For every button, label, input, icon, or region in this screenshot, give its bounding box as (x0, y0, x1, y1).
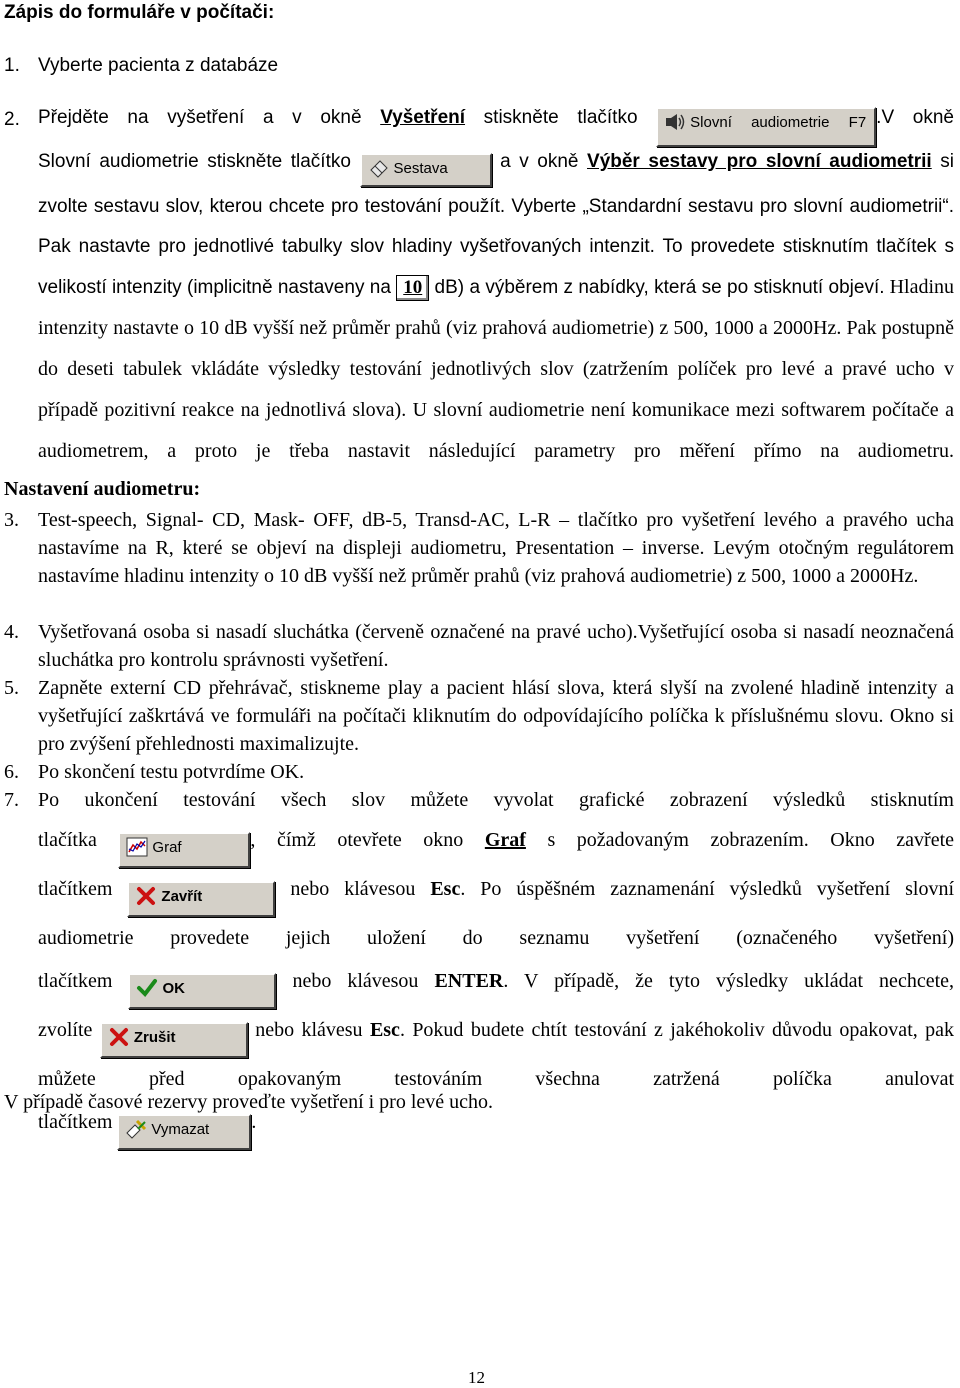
button-label: Zrušit (133, 1029, 176, 1046)
step-text: Vyšetřovaná osoba si nasadí sluchátka (červeně označené na pravé ucho).Vyšetřující osoba si nasadí neoznačená sluchátka pro kontrolu správnosti vyšetření. (38, 621, 954, 671)
text-run: nebo klávesou (292, 970, 435, 992)
text-run: zvolíte (38, 1019, 100, 1041)
text-run: tlačítkem (38, 970, 129, 992)
slovni-audiometrie-button[interactable] (656, 107, 876, 147)
text-run: Slovní audiometrie stiskněte tlačítko (38, 151, 360, 172)
zrusit-button[interactable] (100, 1022, 248, 1058)
step-text: Test-speech, Signal- CD, Mask- OFF, dB-5, Transd-AC, L-R – tlačítko pro vyšetření levého a pravého ucha nastavíme na R, které se objeví na displeji audiometru, Presentation – inverse. Levým otočným regulátorem nastavíme hladinu intenzity o 10 dB vyšší než průměr prahů (viz prahová audiometrie) z 500, 1000 a 2000Hz. (38, 509, 954, 587)
step-2 (0, 94, 954, 147)
step-number: 5. (4, 677, 19, 699)
window-name-vyber-sestavy: Výběr sestavy pro slovní audiometrii (587, 151, 932, 172)
step-4 (0, 618, 954, 674)
text-run: , čímž otevřete okno (250, 829, 485, 851)
intensity-value-box[interactable]: 10 (396, 275, 429, 301)
text-run: s požadovaným zobrazením. Okno zavřete (525, 829, 955, 851)
text-run: nebo klávesu (255, 1019, 370, 1041)
page-number: 12 (468, 1368, 485, 1387)
step-number: 2. (4, 109, 20, 130)
text-run: tlačítkem (38, 878, 128, 900)
eraser-icon (368, 158, 390, 178)
step-text (38, 142, 954, 472)
key-esc: Esc (369, 1019, 400, 1041)
graf-button[interactable] (118, 832, 250, 868)
step-text: Po skončení testu potvrdíme OK. (38, 761, 305, 783)
button-label: Graf (152, 839, 182, 856)
text-run: a v okně (500, 151, 588, 172)
window-name-graf: Graf (484, 829, 526, 851)
chart-icon (126, 837, 148, 857)
button-label: Slovní audiometrie F7 (690, 114, 867, 131)
eraser-pencil-icon (125, 1119, 147, 1139)
step-number: 4. (4, 621, 19, 643)
step-number: 6. (4, 761, 19, 783)
text-run: .V okně (876, 107, 954, 128)
red-x-icon (135, 886, 157, 906)
text-run: tlačítkem (38, 1111, 118, 1133)
closing-paragraph: V případě časové rezervy proveďte vyšetření i pro levé ucho. (4, 1091, 494, 1113)
step-text (38, 94, 954, 147)
speaker-icon (664, 112, 686, 132)
red-x-icon (108, 1027, 130, 1047)
step-number: 7. (4, 789, 19, 811)
text-run: . Pokud budete chtít testování z jakéhokoliv důvodu opakovat, pak můžete před opakovaným testováním všechna zatržená políčka anulovat (38, 1019, 954, 1090)
step-6 (0, 758, 954, 786)
text-run: . (251, 1111, 257, 1133)
key-enter: ENTER (434, 970, 504, 992)
ok-button[interactable] (128, 973, 276, 1009)
step-text: Vyberte pacienta z databáze (38, 55, 279, 76)
text-run: stiskněte tlačítko (465, 107, 657, 128)
vymazat-button[interactable] (117, 1114, 251, 1150)
key-esc: Esc (430, 878, 461, 900)
text-run: Přejděte na vyšetření a v okně (38, 107, 381, 128)
text-run: . Po úspěšném zaznamenání výsledků vyšetření slovní audiometrie provedete jejich uložení do seznamu vyšetření (označeného vyšetření) (38, 878, 954, 949)
button-label: Sestava (393, 160, 448, 177)
text-run: dB) a výběrem z nabídky, která se po stisknutí objeví. (429, 277, 885, 298)
sestava-button[interactable] (360, 153, 492, 187)
step-number: 1. (4, 55, 20, 76)
step-5 (0, 674, 954, 758)
button-label: Zavřít (161, 888, 203, 905)
button-label: Vymazat (151, 1121, 210, 1138)
button-label: OK (162, 980, 185, 997)
section-title: Nastavení audiometru: (4, 478, 201, 500)
zavrit-button[interactable] (127, 881, 275, 917)
text-run: nebo klávesou (290, 878, 431, 900)
text-run: si zvolte sestavu slov, kterou chcete pro testování použít. Vyberte „Standardní sestavu pro slovní audiometrii“. Pak nastavte pro jednotlivé tabulky slov hladiny vyšetřovaných intenzit. To provedete stisknutím tlačítek s velikostí intenzity (implicitně nastaveny na (38, 151, 954, 298)
step-text: Zapněte externí CD přehrávač, stiskneme play a pacient hlásí slova, která slyší na zvolené hladině intenzity a vyšetřující zaškrtává ve formuláři na počítači kliknutím do odpovídajícího políčka k příslušnému slovu. Okno si pro zvýšení přehlednosti maximalizujte. (38, 677, 954, 755)
text-run: . V případě, že tyto výsledky ukládat nechcete, (503, 970, 955, 992)
page-heading: Zápis do formuláře v počítači: (4, 2, 275, 23)
text-line: Po ukončení testování všech slov můžete vyvolat grafické zobrazení výsledků stisknutím (38, 789, 954, 811)
window-name-vysetreni: Vyšetření (380, 107, 466, 128)
green-check-icon (136, 978, 158, 998)
text-run: Hladinu intenzity nastavte o 10 dB vyšší než průměr prahů (viz prahová audiometrie) z 500, 1000 a 2000Hz. Pak postupně do deseti tabulek vkládáte výsledky testování jednotlivých slov (zatržením políček pro levé a pravé ucho v případě pozitivní reakce na jednotlivá slova). U slovní audiometrie není komunikace mezi softwarem počítače a audiometrem, a proto je třeba nastavit následující parametry pro měření přímo na audiometru. (38, 276, 954, 462)
step-3 (0, 506, 954, 590)
step-number: 3. (4, 509, 19, 531)
text-run: tlačítka (38, 829, 119, 851)
step-2-cont (0, 142, 954, 472)
step-1 (0, 52, 954, 80)
